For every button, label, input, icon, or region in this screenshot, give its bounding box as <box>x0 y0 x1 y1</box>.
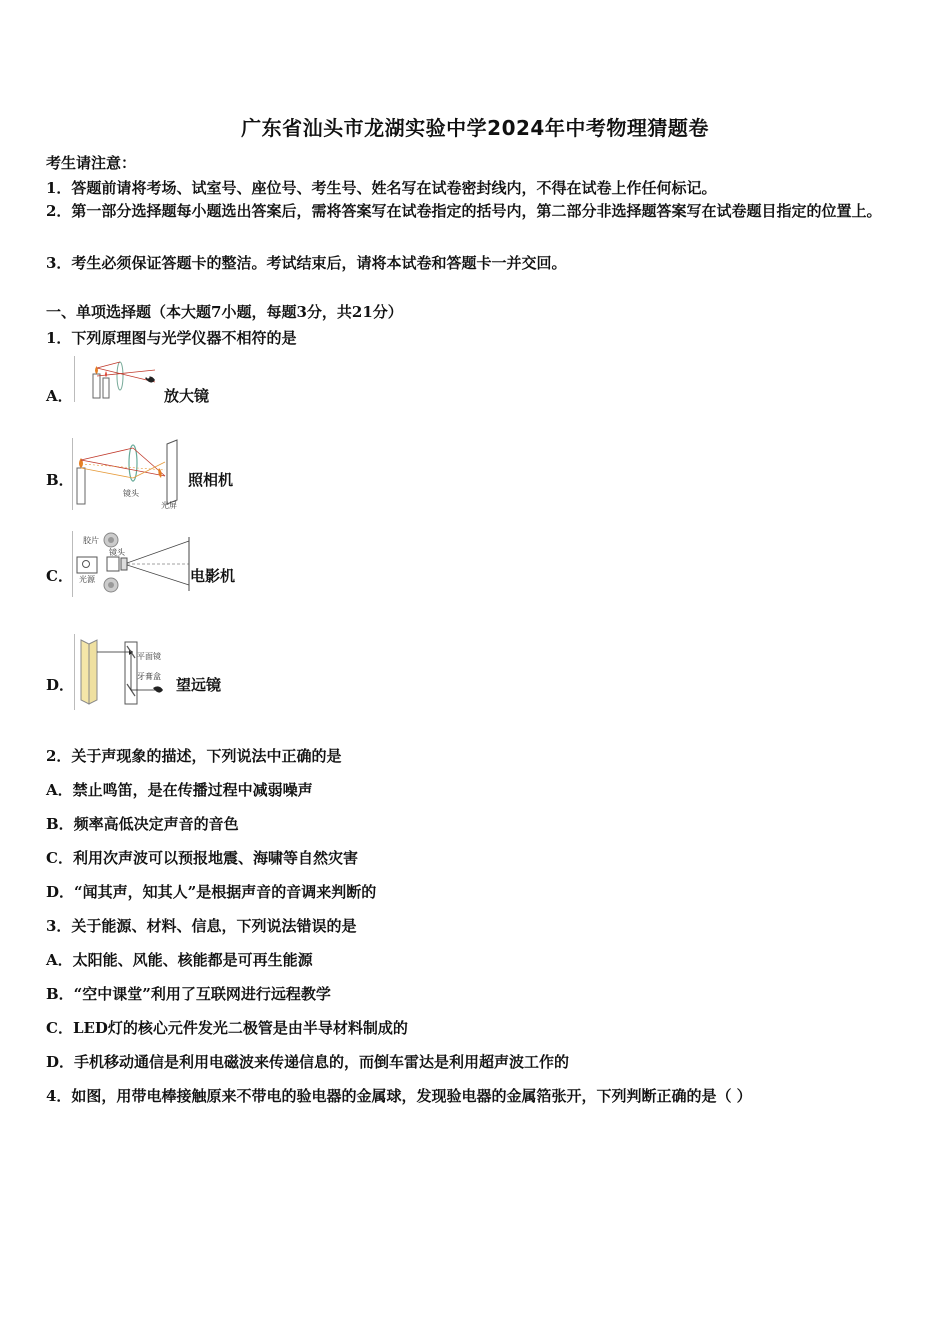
q1-option-c-label: C． <box>46 567 73 585</box>
q1-option-b-text: 照相机 <box>188 471 234 489</box>
film-label: 胶片 <box>83 536 99 545</box>
toothpaste-box-label: 牙膏盒 <box>137 672 161 681</box>
q2-option-b: B．频率高低决定声音的音色 <box>46 815 239 833</box>
q3-option-d: D．手机移动通信是利用电磁波来传递信息的，而倒车雷达是利用超声波工作的 <box>46 1053 570 1071</box>
question-4-stem: 4．如图，用带电棒接触原来不带电的验电器的金属球，发现验电器的金属箔张开，下列判断正确的是（ ） <box>46 1087 752 1105</box>
camera-diagram <box>72 438 185 510</box>
light-source-label: 光源 <box>79 575 95 584</box>
lens-label: 镜头 <box>123 489 139 498</box>
q2-option-c: C．利用次声波可以预报地震、海啸等自然灾害 <box>46 849 358 867</box>
q1-option-a-label: A． <box>46 387 73 405</box>
q2-option-d: D．“闻其声，知其人”是根据声音的音调来判断的 <box>46 883 377 901</box>
q1-option-a-text: 放大镜 <box>164 387 210 405</box>
notice-item-2: 2．第一部分选择题每小题选出答案后，需将答案写在试卷指定的括号内，第二部分非选择题答案写在试卷题目指定的位置上。 <box>46 202 882 220</box>
question-1-stem: 1．下列原理图与光学仪器不相符的是 <box>46 329 297 347</box>
notice-item-3: 3．考生必须保证答题卡的整洁。考试结束后，请将本试卷和答题卡一并交回。 <box>46 254 567 272</box>
periscope-diagram <box>74 634 175 710</box>
q3-option-c: C．LED灯的核心元件发光二极管是由半导材料制成的 <box>46 1019 408 1037</box>
q3-option-a: A．太阳能、风能、核能都是可再生能源 <box>46 951 313 969</box>
screen-label: 光屏 <box>161 501 177 510</box>
section-heading: 一、单项选择题（本大题7小题，每题3分，共21分） <box>46 303 403 321</box>
question-3-stem: 3．关于能源、材料、信息，下列说法错误的是 <box>46 917 357 935</box>
q1-option-b-label: B． <box>46 471 74 489</box>
notice-heading: 考生请注意： <box>46 154 137 172</box>
q3-option-b: B．“空中课堂”利用了互联网进行远程教学 <box>46 985 331 1003</box>
projector-diagram <box>72 531 191 597</box>
exam-title: 广东省汕头市龙湖实验中学2024年中考物理猜题卷 <box>241 116 709 140</box>
notice-item-1: 1．答题前请将考场、试室号、座位号、考生号、姓名写在试卷密封线内，不得在试卷上作任何标记。 <box>46 179 717 197</box>
q1-option-d-text: 望远镜 <box>176 676 222 694</box>
q2-option-a: A．禁止鸣笛，是在传播过程中减弱噪声 <box>46 781 313 799</box>
projector-lens-label: 镜头 <box>109 548 125 557</box>
q1-option-c-text: 电影机 <box>190 567 236 585</box>
q1-option-d-label: D． <box>46 676 75 694</box>
question-2-stem: 2．关于声现象的描述，下列说法中正确的是 <box>46 747 342 765</box>
magnifier-diagram <box>74 356 165 402</box>
plane-mirror-label: 平面镜 <box>137 652 161 661</box>
